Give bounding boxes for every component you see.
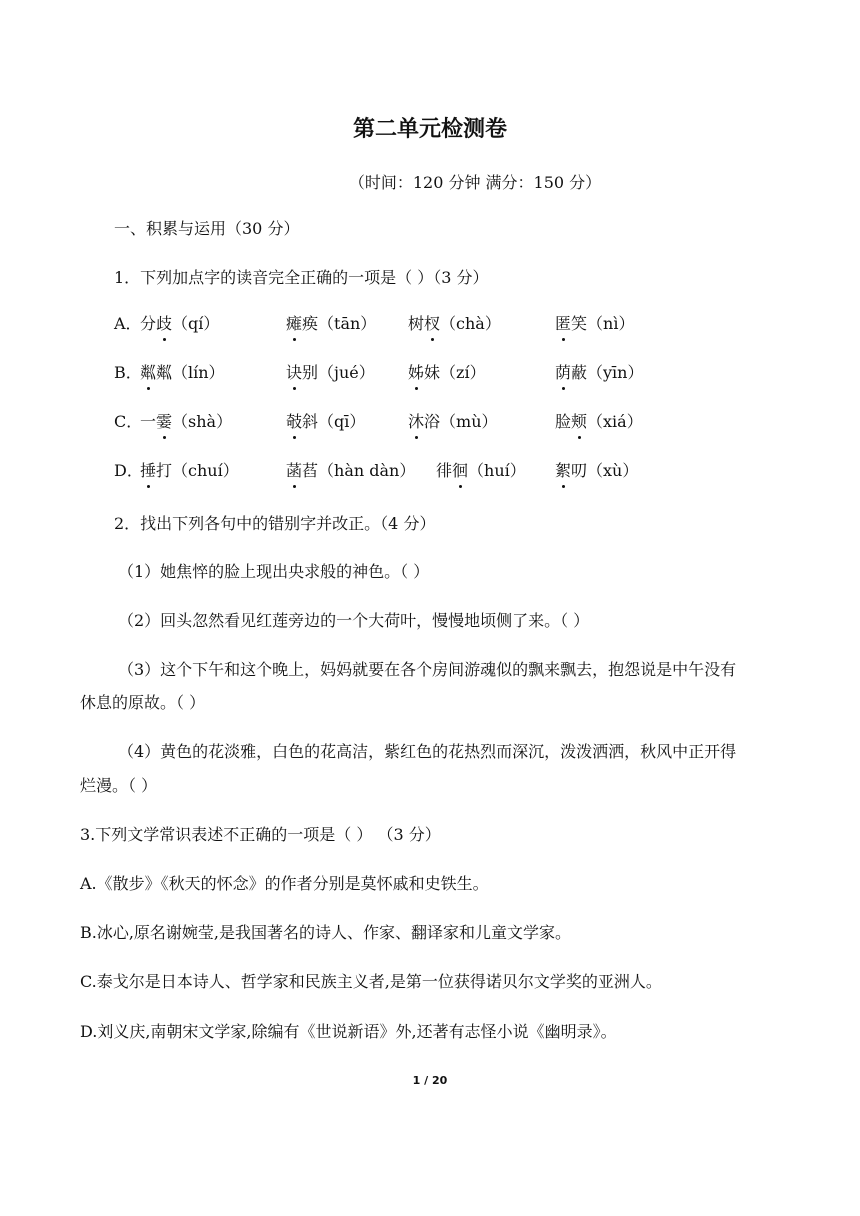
dotted-character: 歧 [156, 314, 173, 333]
question-2-sentence-1: （1）她焦悴的脸上现出央求般的神色。（ ） [118, 562, 430, 581]
option-label: A． [114, 314, 142, 333]
word-suffix: 蔽（yīn） [571, 363, 644, 382]
option-word [140, 411, 232, 433]
question-3-stem: 3.下列文学常识表述不正确的一项是（ ） （3 分） [80, 825, 441, 844]
dotted-character: 絮 [555, 461, 572, 480]
option-word [555, 313, 634, 335]
dotted-character: 颊 [571, 412, 588, 431]
word-suffix: 斜（qī） [302, 412, 366, 431]
dotted-character: 粼 [140, 363, 157, 382]
word-suffix: 笑（nì） [571, 314, 635, 333]
question-3-option-a: A.《散步》《秋天的怀念》的作者分别是莫怀戚和史铁生。 [80, 874, 489, 893]
option-word [436, 460, 526, 482]
option-word [286, 313, 376, 335]
dotted-character: 姊 [408, 363, 425, 382]
word-suffix: （chà） [440, 314, 501, 333]
dotted-character: 捶 [140, 461, 157, 480]
exam-subtitle: （时间：120 分钟 满分：150 分） [348, 173, 602, 192]
word-suffix: 痪（tān） [302, 314, 377, 333]
word-suffix: 别（jué） [302, 363, 375, 382]
word-suffix: 打（chuí） [156, 461, 239, 480]
word-prefix: 一 [140, 412, 157, 431]
question-1-stem: 1．下列加点字的读音完全正确的一项是（ ）（3 分） [114, 268, 489, 287]
dotted-character: 霎 [156, 412, 173, 431]
option-word [140, 313, 219, 335]
question-2-sentence-4b: 烂漫。（ ） [80, 776, 158, 795]
question-2-sentence-3b: 休息的原故。（ ） [80, 693, 206, 712]
word-suffix: 浴（mù） [424, 412, 498, 431]
word-prefix: 脸 [555, 412, 572, 431]
option-word [140, 460, 239, 482]
question-2-sentence-3a: （3）这个下午和这个晚上，妈妈就要在各个房间游魂似的飘来飘去，抱怨说是中午没有 [118, 660, 737, 679]
dotted-character: 沐 [408, 412, 425, 431]
page-number: 1 / 20 [412, 1074, 448, 1087]
dotted-character: 攲 [286, 412, 303, 431]
option-label: B． [114, 363, 142, 382]
section-heading: 一、积累与运用（30 分） [114, 219, 300, 238]
word-prefix: 树 [408, 314, 425, 333]
word-prefix: 分 [140, 314, 157, 333]
word-suffix: （shà） [172, 412, 233, 431]
option-word [286, 362, 375, 384]
word-suffix: 叨（xù） [571, 461, 639, 480]
option-word [555, 362, 643, 384]
dotted-character: 菡 [286, 461, 303, 480]
option-label: C． [114, 412, 143, 431]
question-2-stem: 2．找出下列各句中的错别字并改正。（4 分） [114, 514, 436, 533]
option-word [408, 313, 501, 335]
option-word [555, 411, 643, 433]
dotted-character: 徊 [452, 461, 469, 480]
word-suffix: 妹（zí） [424, 363, 486, 382]
question-2-sentence-4a: （4）黄色的花淡雅，白色的花高洁，紫红色的花热烈而深沉，泼泼洒洒，秋风中正开得 [118, 742, 737, 761]
option-word [555, 460, 638, 482]
option-word [408, 362, 486, 384]
question-3-option-c: C.泰戈尔是日本诗人、哲学家和民族主义者,是第一位获得诺贝尔文学奖的亚洲人。 [80, 972, 662, 991]
word-suffix: 萏（hàn dàn） [302, 461, 416, 480]
dotted-character: 杈 [424, 314, 441, 333]
question-3-option-d: D.刘义庆,南朝宋文学家,除编有《世说新语》外,还著有志怪小说《幽明录》。 [80, 1022, 617, 1041]
option-word [286, 411, 365, 433]
option-word [408, 411, 498, 433]
word-suffix: 粼（lín） [156, 363, 225, 382]
word-suffix: （huí） [468, 461, 526, 480]
dotted-character: 匿 [555, 314, 572, 333]
question-2-sentence-2: （2）回头忽然看见红莲旁边的一个大荷叶，慢慢地顷侧了来。（ ） [118, 611, 590, 630]
page-title: 第二单元检测卷 [352, 117, 507, 142]
word-prefix: 徘 [436, 461, 453, 480]
word-suffix: （xiá） [587, 412, 643, 431]
dotted-character: 瘫 [286, 314, 303, 333]
dotted-character: 诀 [286, 363, 303, 382]
option-word [140, 362, 225, 384]
option-label: D． [114, 461, 143, 480]
dotted-character: 荫 [555, 363, 572, 382]
word-suffix: （qí） [172, 314, 220, 333]
question-3-option-b: B.冰心,原名谢婉莹,是我国著名的诗人、作家、翻译家和儿童文学家。 [80, 923, 572, 942]
option-word [286, 460, 415, 482]
